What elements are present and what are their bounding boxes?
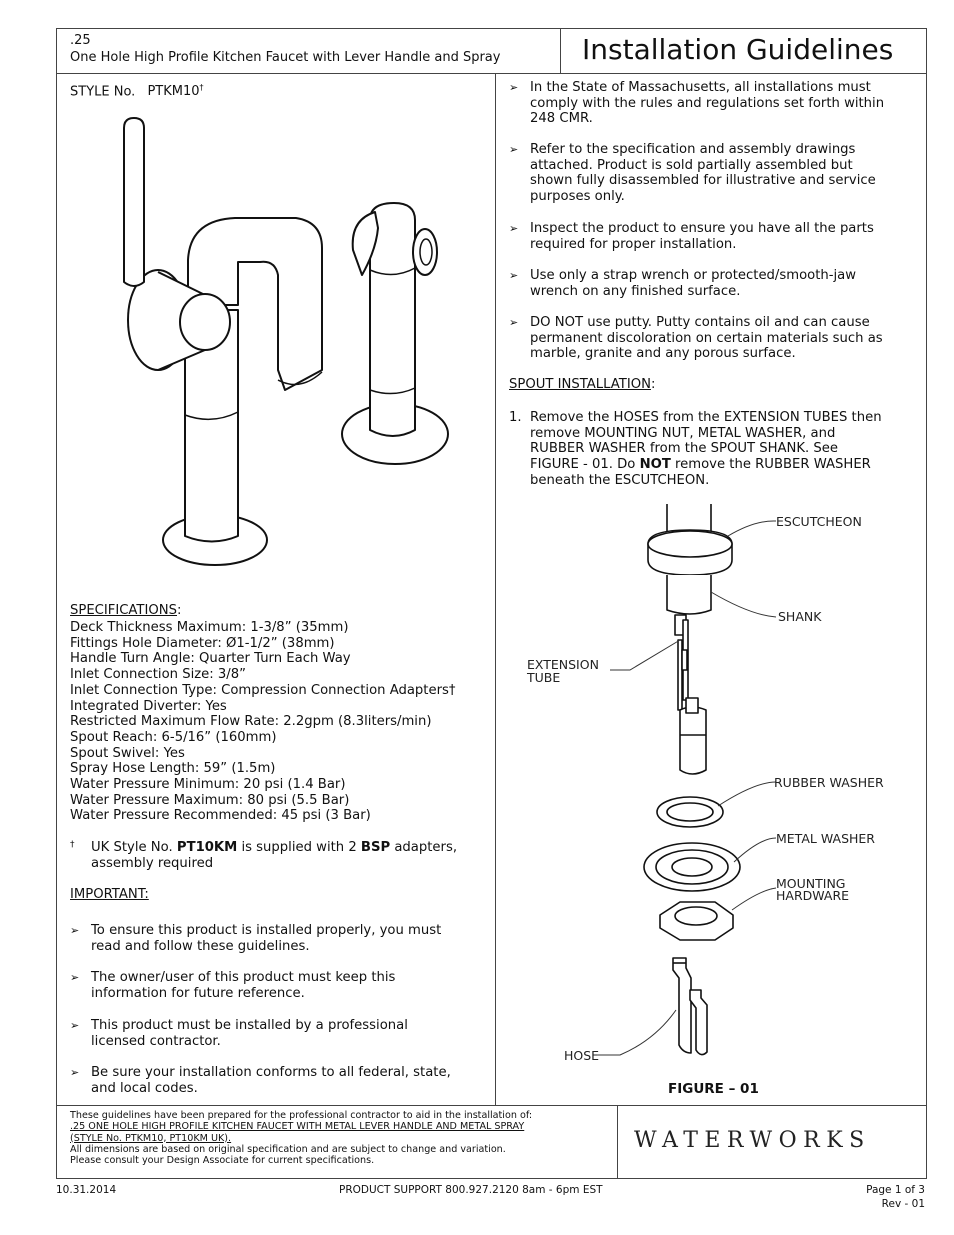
bullet-line: purposes only. — [530, 189, 625, 205]
page-number: Page 1 of 3 — [866, 1184, 925, 1196]
style-number — [70, 80, 204, 100]
spec-line: Inlet Connection Type: Compression Connection Adapters† — [70, 682, 456, 698]
bullet-line: read and follow these guidelines. — [91, 938, 310, 954]
uk-note-mark: † — [70, 840, 75, 850]
spec-line: Water Pressure Minimum: 20 psi (1.4 Bar) — [70, 777, 346, 793]
guideline-bullet — [509, 315, 919, 363]
spout-installation-heading — [509, 377, 655, 393]
important-heading: IMPORTANT: — [70, 887, 149, 902]
important-bullet — [70, 970, 480, 1002]
product-support: PRODUCT SUPPORT 800.927.2120 8am - 6pm EST — [339, 1184, 603, 1196]
bullet-line: Use only a strap wrench or protected/smooth-jaw — [530, 268, 857, 283]
footer-note — [70, 1110, 532, 1166]
arrow-bullet-icon: ➢ — [509, 143, 519, 156]
guideline-bullet — [509, 268, 919, 300]
footer-column-divider — [617, 1105, 618, 1179]
label-extension: EXTENSION — [527, 657, 599, 672]
step-number: 1. — [509, 410, 522, 425]
uk-bsp: BSP — [360, 840, 391, 855]
bullet-line: In the State of Massachusetts, all installations must — [530, 80, 871, 95]
label-tube: TUBE — [527, 670, 561, 685]
footer-note-line: (STYLE No. PTKM10, PT10KM UK). — [70, 1132, 232, 1144]
uk-note-text: adapters, — [390, 840, 458, 855]
footer-note-line: .25 ONE HOLE HIGH PROFILE KITCHEN FAUCET WITH METAL LEVER HANDLE AND METAL SPRAY — [70, 1121, 525, 1133]
specifications-heading — [70, 603, 181, 619]
bullet-line: information for future reference. — [91, 985, 305, 1001]
arrow-bullet-icon: ➢ — [70, 971, 80, 984]
spec-line: Handle Turn Angle: Quarter Turn Each Way — [70, 651, 351, 667]
step-line: RUBBER WASHER from the SPOUT SHANK. See — [530, 441, 839, 457]
bullet-line: licensed contractor. — [91, 1033, 221, 1049]
specifications-heading-text: SPECIFICATIONS — [70, 603, 177, 618]
step-line: beneath the ESCUTCHEON. — [530, 472, 710, 488]
footer-note-line: All dimensions are based on original specification and are subject to change and variation. — [70, 1143, 506, 1155]
arrow-bullet-icon: ➢ — [70, 1019, 80, 1032]
spec-line: Fittings Hole Diameter: Ø1-1/2” (38mm) — [70, 635, 335, 651]
guideline-bullet — [509, 221, 919, 253]
bullet-line: attached. Product is sold partially assembled but — [530, 157, 853, 173]
label-hose: HOSE — [564, 1048, 600, 1063]
footer-note-line: Please consult your Design Associate for current specifications. — [70, 1155, 375, 1167]
document-date: 10.31.2014 — [56, 1184, 117, 1196]
spout-heading-text: SPOUT INSTALLATION — [509, 377, 651, 392]
label-mounting: MOUNTING — [776, 876, 846, 891]
uk-note-line1 — [91, 840, 457, 856]
product-name: One Hole High Profile Kitchen Faucet with Lever Handle and Spray — [70, 50, 501, 65]
bullet-line: required for proper installation. — [530, 236, 737, 252]
important-bullet — [70, 1018, 480, 1050]
bullet-line: permanent discoloration on certain materials such as — [530, 330, 883, 346]
page-title: Installation Guidelines — [582, 33, 894, 66]
spec-line: Inlet Connection Size: 3/8” — [70, 667, 246, 683]
header-divider — [56, 73, 927, 74]
spec-line: Deck Thickness Maximum: 1-3/8” (35mm) — [70, 620, 349, 635]
figure-caption: FIGURE – 01 — [668, 1081, 759, 1097]
uk-note-line2: assembly required — [91, 856, 214, 871]
bullet-line: This product must be installed by a professional — [91, 1018, 408, 1033]
bullet-line: shown fully disassembled for illustrative and service — [530, 173, 876, 189]
label-hardware: HARDWARE — [776, 888, 850, 903]
step-text-emphasis: NOT — [639, 457, 671, 473]
step-text — [530, 410, 882, 489]
step-line — [530, 457, 882, 473]
spec-line: Integrated Diverter: Yes — [70, 698, 227, 714]
bullet-line: The owner/user of this product must keep this — [91, 970, 396, 985]
bullet-line: 248 CMR. — [530, 111, 593, 127]
revision: Rev - 01 — [881, 1198, 925, 1210]
label-escutcheon: ESCUTCHEON — [776, 514, 862, 529]
arrow-bullet-icon: ➢ — [70, 924, 80, 937]
guideline-bullet — [509, 80, 919, 128]
spec-line: Water Pressure Recommended: 45 psi (3 Bar) — [70, 808, 371, 824]
specifications-list — [70, 620, 455, 824]
faucet-illustration — [60, 100, 490, 580]
body-column-divider — [495, 73, 496, 1106]
important-bullet — [70, 923, 480, 955]
label-rubber-washer: RUBBER WASHER — [774, 775, 884, 790]
specifications-heading-colon: : — [177, 603, 182, 618]
important-bullet — [70, 1065, 480, 1097]
footer-note-line: These guidelines have been prepared for the professional contractor to aid in the installation of: — [70, 1110, 533, 1121]
footer-divider — [56, 1105, 927, 1106]
uk-note-text: UK Style No. — [91, 840, 177, 855]
step-line: Remove the HOSES from the EXTENSION TUBES then — [530, 410, 882, 425]
label-shank: SHANK — [778, 609, 822, 624]
style-label: STYLE No. — [70, 84, 136, 100]
guideline-bullet — [509, 142, 919, 206]
arrow-bullet-icon: ➢ — [70, 1066, 80, 1079]
series-name: .25 — [70, 33, 91, 48]
style-dagger: † — [199, 83, 204, 92]
bullet-line: Refer to the specification and assembly drawings — [530, 142, 856, 157]
spec-line: Spout Reach: 6-5/16” (160mm) — [70, 729, 277, 745]
style-value: PTKM10 — [147, 84, 200, 100]
uk-style-number: PT10KM — [176, 840, 238, 855]
bullet-line: To ensure this product is installed properly, you must — [91, 923, 442, 938]
step-line: remove MOUNTING NUT, METAL WASHER, and — [530, 425, 836, 441]
bullet-line: Be sure your installation conforms to all federal, state, — [91, 1065, 451, 1080]
label-metal-washer: METAL WASHER — [776, 831, 875, 846]
bullet-line: comply with the rules and regulations set forth within — [530, 95, 885, 111]
bullet-line: Inspect the product to ensure you have all the parts — [530, 221, 874, 236]
arrow-bullet-icon: ➢ — [509, 316, 519, 329]
brand-logo: WATERWORKS — [634, 1128, 871, 1153]
step-text-part: FIGURE - 01. Do — [530, 457, 640, 473]
spout-heading-colon: : — [650, 377, 656, 392]
exploded-assembly-diagram — [520, 500, 920, 1080]
spec-line: Water Pressure Maximum: 80 psi (5.5 Bar) — [70, 792, 350, 808]
bullet-line: and local codes. — [91, 1080, 198, 1096]
arrow-bullet-icon: ➢ — [509, 222, 519, 235]
bullet-line: marble, granite and any porous surface. — [530, 346, 796, 362]
arrow-bullet-icon: ➢ — [509, 81, 519, 94]
step-text-part: remove the RUBBER WASHER — [670, 457, 871, 473]
bullet-line: wrench on any finished surface. — [530, 283, 741, 299]
spec-line: Spout Swivel: Yes — [70, 745, 185, 761]
spec-line: Spray Hose Length: 59” (1.5m) — [70, 761, 276, 777]
uk-note-text: is supplied with 2 — [237, 840, 361, 855]
arrow-bullet-icon: ➢ — [509, 269, 519, 282]
header-column-divider — [560, 28, 561, 74]
bullet-line: DO NOT use putty. Putty contains oil and can cause — [530, 315, 870, 330]
spec-line: Restricted Maximum Flow Rate: 2.2gpm (8.3liters/min) — [70, 714, 432, 730]
